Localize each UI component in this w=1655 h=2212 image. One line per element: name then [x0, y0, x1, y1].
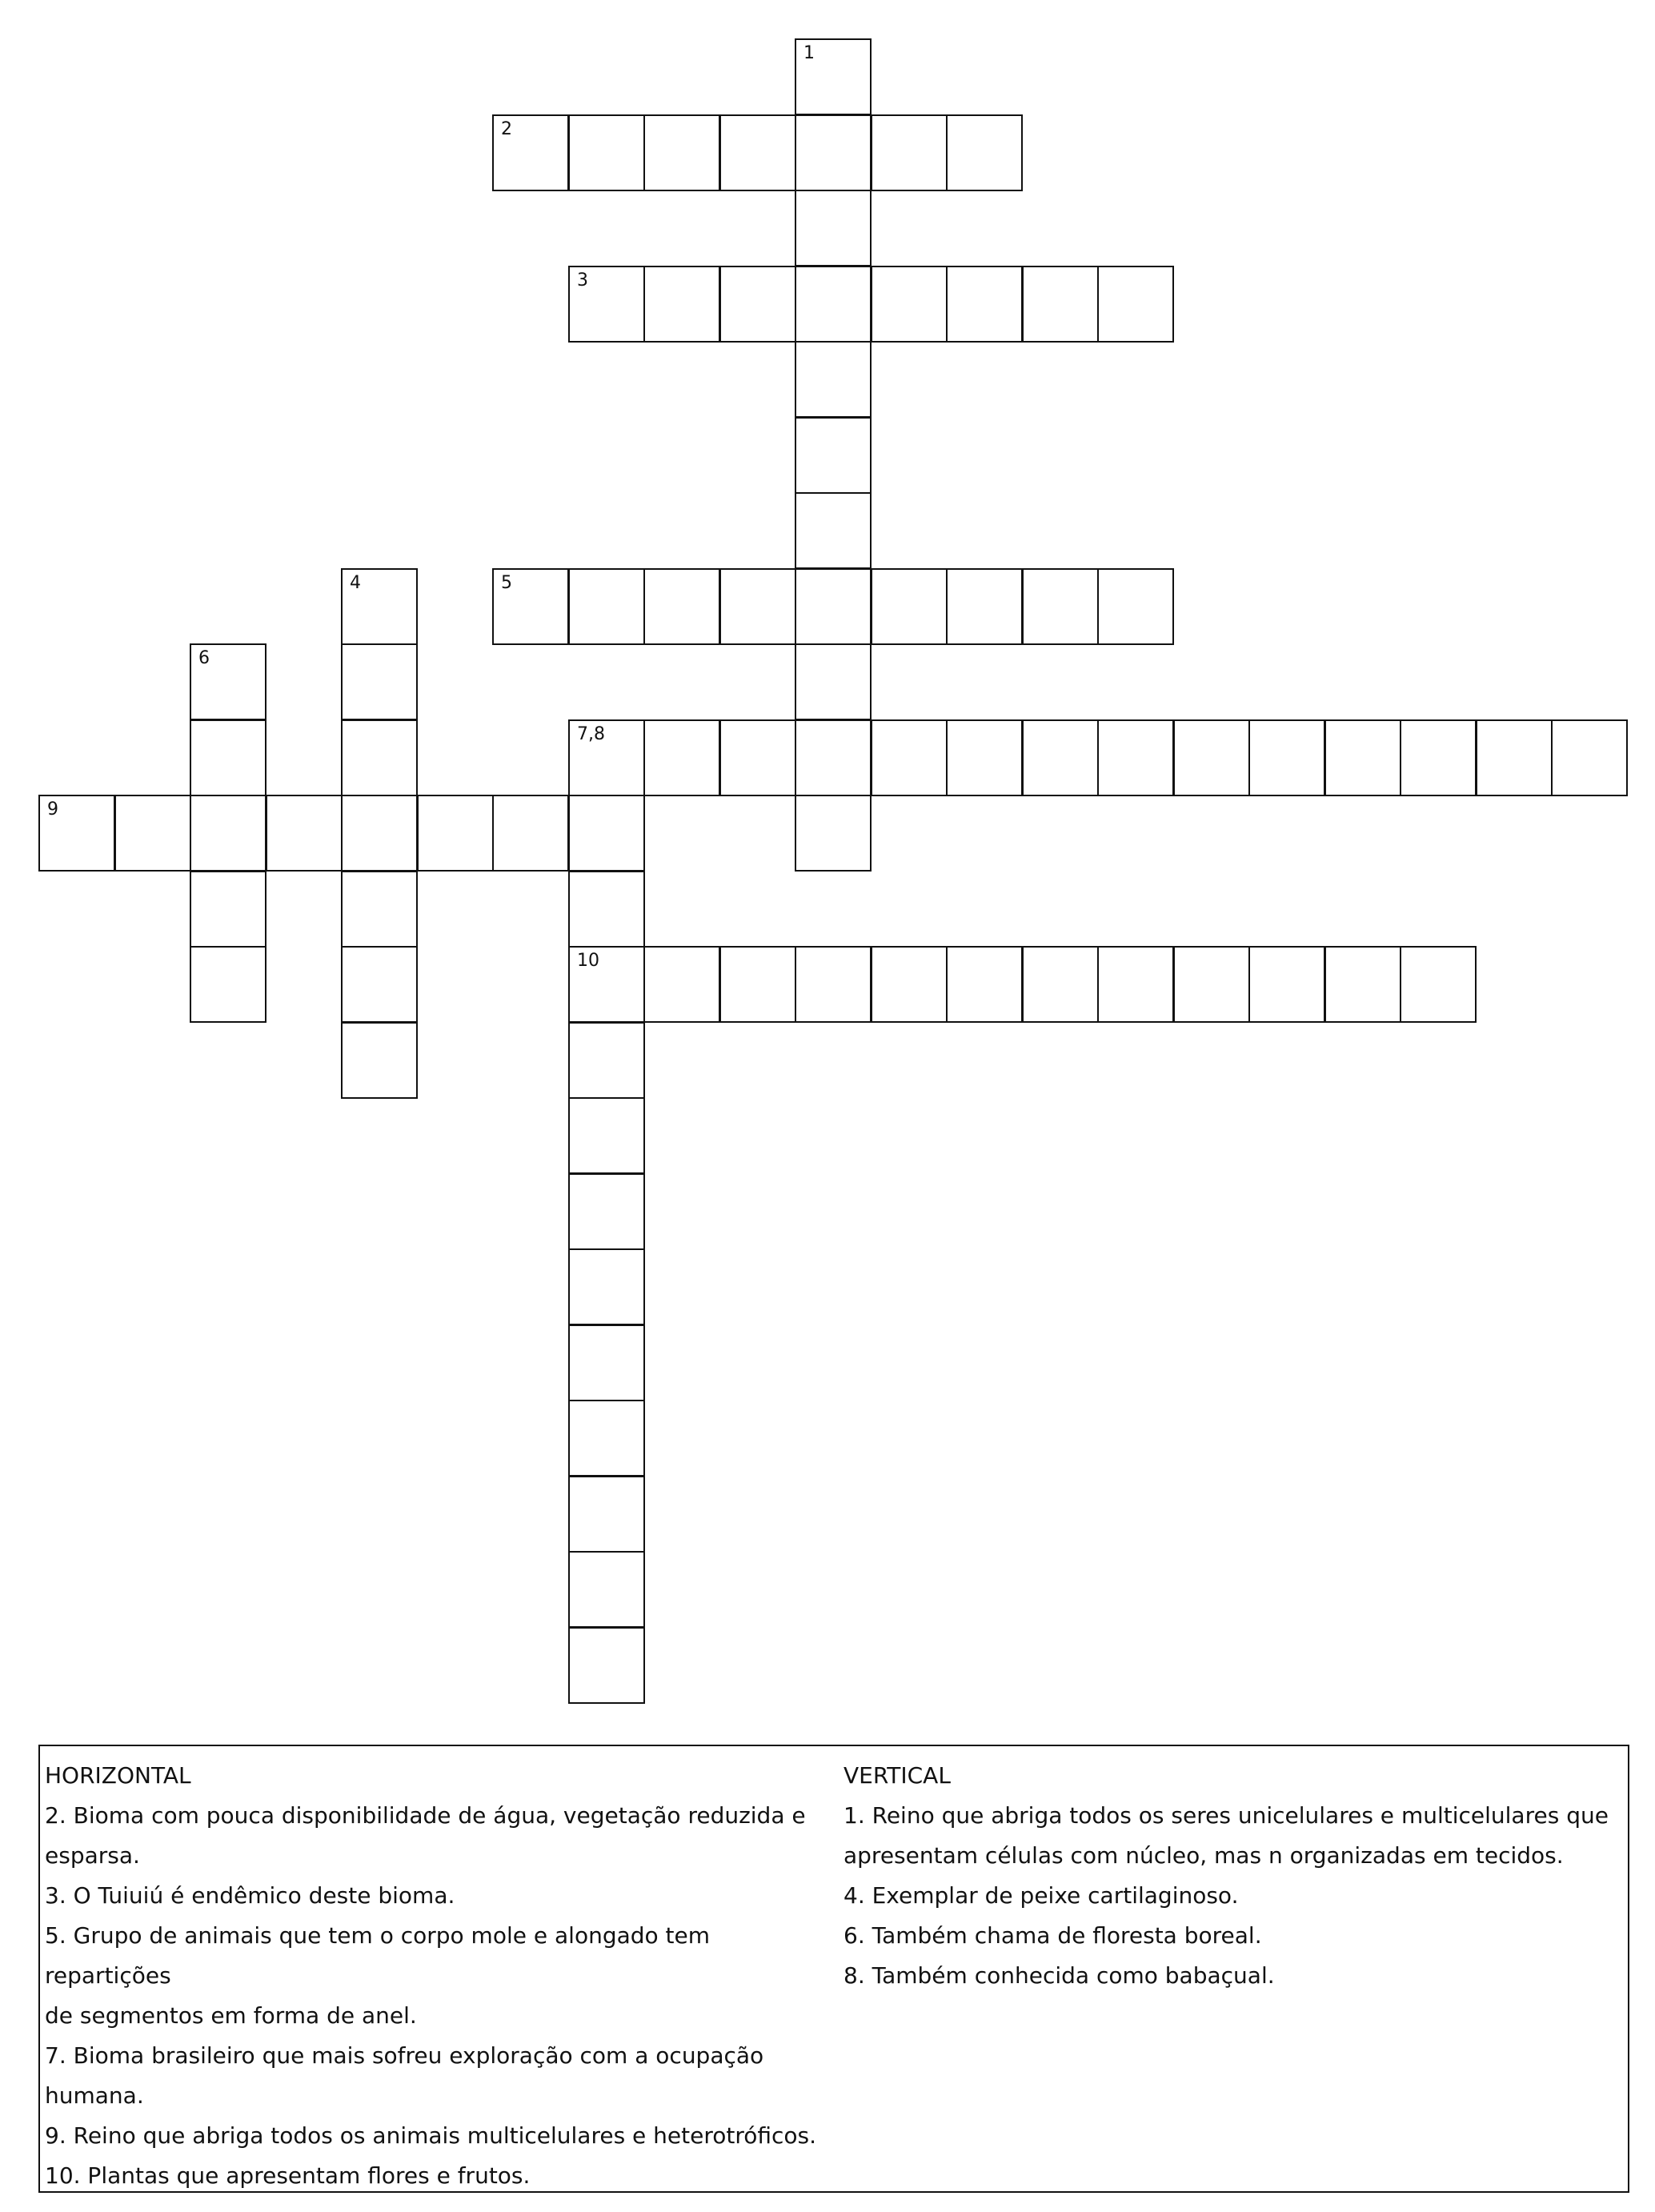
crossword-cell[interactable]	[946, 266, 1023, 343]
vertical-clues	[844, 1756, 1612, 1996]
clue-line: 9. Reino que abriga todos os animais multicelulares e heterotróficos.	[45, 2122, 817, 2149]
crossword-cell[interactable]	[1248, 719, 1325, 796]
crossword-cell[interactable]	[1476, 719, 1553, 796]
clue-line: 8. Também conhecida como babaçual.	[844, 1962, 1275, 1989]
crossword-cell[interactable]	[719, 946, 796, 1023]
crossword-cell[interactable]	[114, 795, 191, 872]
clue-line: 6. Também chama de floresta boreal.	[844, 1922, 1262, 1949]
crossword-cell[interactable]	[946, 568, 1023, 645]
crossword-cell[interactable]	[568, 795, 645, 872]
crossword-cell[interactable]	[719, 568, 796, 645]
crossword-cell[interactable]	[871, 114, 948, 191]
crossword-cell[interactable]	[190, 871, 266, 948]
clues-box	[38, 1745, 1629, 2193]
crossword-cell[interactable]	[568, 1022, 645, 1099]
crossword-cell[interactable]	[1248, 946, 1325, 1023]
clue-number: 6	[198, 648, 210, 668]
crossword-cell[interactable]	[795, 190, 872, 266]
crossword-cell[interactable]	[946, 114, 1023, 191]
clue-line: 1. Reino que abriga todos os seres unicelulares e multicelulares que	[844, 1802, 1609, 1829]
crossword-cell[interactable]	[1400, 946, 1477, 1023]
crossword-cell[interactable]	[719, 719, 796, 796]
clue-number: 7,8	[577, 724, 605, 744]
crossword-cell[interactable]	[871, 266, 948, 343]
crossword-cell[interactable]	[795, 341, 872, 418]
numbered-cell[interactable]	[341, 568, 418, 645]
crossword-cell[interactable]	[795, 795, 872, 872]
crossword-cell[interactable]	[190, 795, 266, 872]
numbered-cell[interactable]	[492, 568, 569, 645]
numbered-cell[interactable]	[492, 114, 569, 191]
crossword-cell[interactable]	[795, 114, 872, 191]
numbered-cell[interactable]	[568, 946, 645, 1023]
crossword-cell[interactable]	[1097, 719, 1174, 796]
crossword-cell[interactable]	[1173, 946, 1250, 1023]
crossword-cell[interactable]	[190, 719, 266, 796]
horizontal-heading: HORIZONTAL	[45, 1762, 191, 1789]
crossword-cell[interactable]	[643, 568, 720, 645]
crossword-cell[interactable]	[341, 871, 418, 948]
crossword-cell[interactable]	[1173, 719, 1250, 796]
crossword-cell[interactable]	[795, 946, 872, 1023]
clue-line: 7. Bioma brasileiro que mais sofreu exploração com a ocupação	[45, 2042, 764, 2069]
crossword-cell[interactable]	[871, 719, 948, 796]
numbered-cell[interactable]	[568, 266, 645, 343]
crossword-cell[interactable]	[568, 1248, 645, 1325]
clue-line: de segmentos em forma de anel.	[45, 2002, 417, 2029]
crossword-cell[interactable]	[1022, 946, 1099, 1023]
crossword-cell[interactable]	[341, 795, 418, 872]
numbered-cell[interactable]	[568, 719, 645, 796]
vertical-heading: VERTICAL	[844, 1762, 951, 1789]
crossword-cell[interactable]	[643, 946, 720, 1023]
crossword-cell[interactable]	[871, 568, 948, 645]
crossword-cell[interactable]	[568, 114, 645, 191]
crossword-cell[interactable]	[795, 643, 872, 720]
crossword-cell[interactable]	[946, 946, 1023, 1023]
crossword-cell[interactable]	[190, 946, 266, 1023]
crossword-cell[interactable]	[568, 1476, 645, 1553]
crossword-cell[interactable]	[568, 1400, 645, 1477]
crossword-cell[interactable]	[946, 719, 1023, 796]
clue-line: 5. Grupo de animais que tem o corpo mole e alongado tem repartições	[45, 1922, 711, 1989]
crossword-cell[interactable]	[643, 114, 720, 191]
numbered-cell[interactable]	[795, 38, 872, 115]
clue-line: 4. Exemplar de peixe cartilaginoso.	[844, 1882, 1239, 1909]
crossword-cell[interactable]	[1022, 266, 1099, 343]
crossword-cell[interactable]	[1400, 719, 1477, 796]
crossword-cell[interactable]	[1324, 946, 1401, 1023]
clue-line: 10. Plantas que apresentam flores e frutos.	[45, 2162, 531, 2189]
clue-line: esparsa.	[45, 1842, 140, 1869]
crossword-cell[interactable]	[1097, 568, 1174, 645]
clue-line: humana.	[45, 2082, 144, 2109]
crossword-cell[interactable]	[341, 719, 418, 796]
numbered-cell[interactable]	[38, 795, 115, 872]
crossword-cell[interactable]	[1022, 568, 1099, 645]
crossword-cell[interactable]	[568, 1324, 645, 1401]
clue-number: 5	[501, 573, 512, 593]
crossword-cell[interactable]	[1097, 266, 1174, 343]
clue-number: 2	[501, 119, 512, 139]
crossword-cell[interactable]	[341, 643, 418, 720]
crossword-cell[interactable]	[568, 1173, 645, 1250]
clue-number: 10	[577, 951, 599, 971]
clue-line: apresentam células com núcleo, mas n organizadas em tecidos.	[844, 1842, 1564, 1869]
crossword-cell[interactable]	[266, 795, 343, 872]
crossword-cell[interactable]	[341, 1022, 418, 1099]
crossword-cell[interactable]	[795, 568, 872, 645]
crossword-cell[interactable]	[417, 795, 494, 872]
crossword-cell[interactable]	[1324, 719, 1401, 796]
crossword-cell[interactable]	[719, 114, 796, 191]
numbered-cell[interactable]	[190, 643, 266, 720]
crossword-cell[interactable]	[719, 266, 796, 343]
horizontal-clues	[45, 1756, 829, 2196]
crossword-cell[interactable]	[643, 719, 720, 796]
clue-number: 1	[803, 43, 815, 63]
crossword-cell[interactable]	[1022, 719, 1099, 796]
clue-line: 2. Bioma com pouca disponibilidade de água, vegetação reduzida e	[45, 1802, 806, 1829]
crossword-cell[interactable]	[341, 946, 418, 1023]
crossword-cell[interactable]	[568, 568, 645, 645]
clue-number: 9	[47, 799, 58, 819]
crossword-cell[interactable]	[492, 795, 569, 872]
crossword-cell[interactable]	[1097, 946, 1174, 1023]
crossword-cell[interactable]	[568, 1627, 645, 1704]
crossword-cell[interactable]	[568, 1551, 645, 1628]
crossword-cell[interactable]	[795, 417, 872, 494]
crossword-cell[interactable]	[871, 946, 948, 1023]
crossword-cell[interactable]	[643, 266, 720, 343]
crossword-cell[interactable]	[795, 266, 872, 343]
clue-number: 4	[350, 573, 361, 593]
crossword-cell[interactable]	[568, 871, 645, 948]
clue-line: 3. O Tuiuiú é endêmico deste bioma.	[45, 1882, 455, 1909]
crossword-cell[interactable]	[568, 1097, 645, 1174]
clue-number: 3	[577, 270, 588, 291]
crossword-cell[interactable]	[1551, 719, 1628, 796]
crossword-cell[interactable]	[795, 719, 872, 796]
crossword-cell[interactable]	[795, 492, 872, 569]
